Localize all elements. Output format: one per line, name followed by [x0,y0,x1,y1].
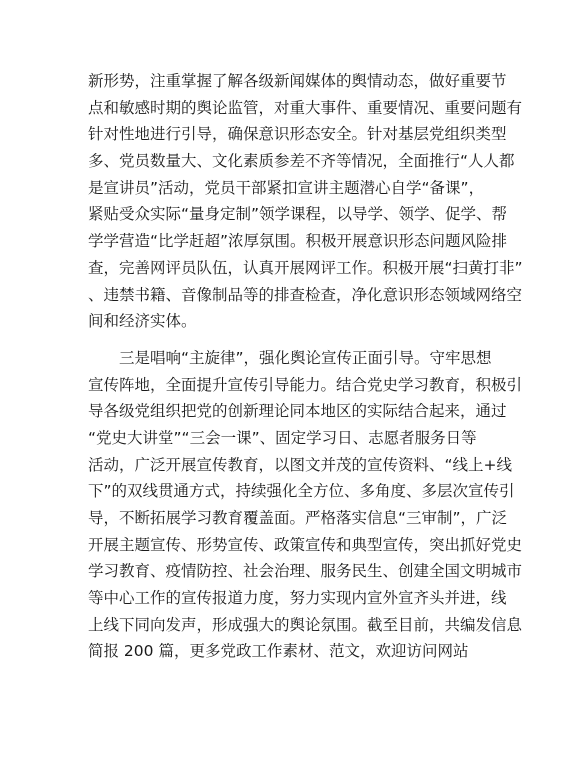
text-line: 点和敏感时期的舆论监管，对重大事件、重要情况、重要问题有 [88,98,523,117]
text-line: “党史大讲堂”“三会一课”、固定学习日、志愿者服务日等 [88,428,477,447]
text-line: 查，完善网评员队伍，认真开展网评工作。积极开展“扫黄打非” [88,258,523,277]
text-line: 上线下同向发声，形成强大的舆论氛围。截至目前，共编发信息 [88,615,523,634]
text-line: 、违禁书籍、音像制品等的排查检查，净化意识形态领域网络空 [88,285,523,304]
text-line: 紧贴受众实际“量身定制”领学课程，以导学、领学、促学、帮 [88,205,508,224]
text-line: 间和经济实体。 [88,312,197,331]
text-line: 等中心工作的宣传报道力度，努力实现内宣外宣齐头并进，线 [88,589,507,608]
text-line: 导各级党组织把党的创新理论同本地区的实际结合起来，通过 [88,402,507,421]
text-line: 宣传阵地，全面提升宣传引导能力。结合党史学习教育，积极引 [88,375,523,394]
text-line: 学习教育、疫情防控、社会治理、服务民生、创建全国文明城市 [88,562,523,581]
text-line: 导，不断拓展学习教育覆盖面。严格落实信息“三审制”，广泛 [88,509,508,527]
text-line: 开展主题宣传、形势宣传、政策宣传和典型宣传，突出抓好党史 [88,535,523,554]
text-line: 下”的双线贯通方式，持续强化全方位、多角度、多层次宣传引 [88,482,515,501]
text-line: 简报 200 篇，更多党政工作素材、范文，欢迎访问网站 [88,642,469,661]
paragraph-gap [88,335,508,345]
paragraph-1 [88,68,523,335]
text-line: 活动，广泛开展宣传教育，以图文并茂的宣传资料、“线上+线 [88,455,513,474]
text-line: 学学营造“比学赶超”浓厚氛围。积极开展意识形态问题风险排 [88,232,508,251]
text-line: 多、党员数量大、文化素质参差不齐等情况，全面推行“人人都 [88,152,515,171]
body-text [88,68,523,665]
text-line: 是宣讲员”活动，党员干部紧扣宣讲主题潜心自学“备课”， [88,178,485,197]
paragraph-2 [88,345,523,665]
text-line: 新形势，注重掌握了解各级新闻媒体的舆情动态，做好重要节 [88,72,507,90]
text-line: 三是唱响“主旋律”，强化舆论宣传正面引导。守牢思想 [119,348,492,367]
text-line: 针对性地进行引导，确保意识形态安全。针对基层党组织类型 [88,125,507,144]
